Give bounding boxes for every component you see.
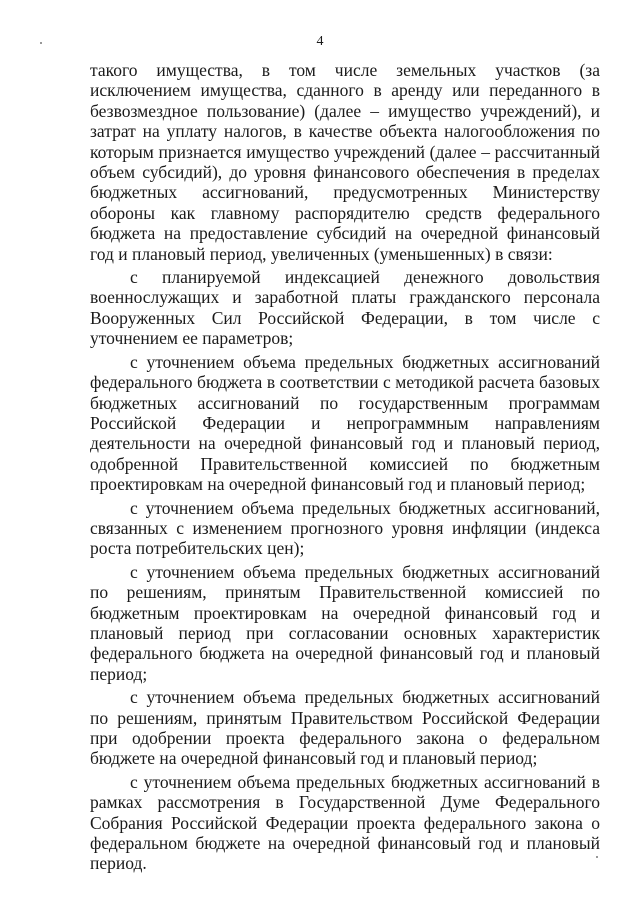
page-number: 4 [316,34,324,49]
scan-speck [596,856,598,858]
document-text [90,60,600,877]
paragraph-commission-decisions: с уточнением объема предельных бюджетных ассигнований по решениям, принятым Правительственной комиссией по бюджетным проектировкам на очередной финансовый год и плановый период при согласовании основных характеристик федерального бюджета на очередной финансовый год и плановый период; [90,561,600,684]
paragraph-indexation: с планируемой индексацией денежного довольствия военнослужащих и заработной платы гражданского персонала Вооруженных Сил Российской Федерации, в том числе с уточнением ее параметров; [90,267,600,349]
paragraph-duma-review: с уточнением объема предельных бюджетных ассигнований в рамках рассмотрения в Государственной Думе Федерального Собрания Российской Федерации проекта федерального закона о федеральном бюджете на очередной финансовый год и плановый период. [90,771,600,874]
paragraph-government-decisions: с уточнением объема предельных бюджетных ассигнований по решениям, принятым Правительством Российской Федерации при одобрении проекта федерального закона о федеральном бюджете на очередной финансовый год и плановый период; [90,687,600,769]
paragraph-methodology: с уточнением объема предельных бюджетных ассигнований федерального бюджета в соответствии с методикой расчета базовых бюджетных ассигнований по государственным программам Российской Федерации и непрограммным направлениям деятельности на очередной финансовый год и плановый период, одобренной Правительственной комиссией по бюджетным проектировкам на очередной финансовый год и плановый период; [90,351,600,495]
scan-speck [40,42,42,44]
paragraph-inflation: с уточнением объема предельных бюджетных ассигнований, связанных с изменением прогнозного уровня инфляции (индекса роста потребительских цен); [90,497,600,559]
paragraph-continuation: такого имущества, в том числе земельных участков (за исключением имущества, сданного в аренду или переданного в безвозмездное пользование) (далее – имущество учреждений), и затрат на уплату налогов, в качестве объекта налогообложения по которым признается имущество учреждений (далее – рассчитанный объем субсидий), до уровня финансового обеспечения в пределах бюджетных ассигнований, предусмотренных Министерству обороны как главному распорядителю средств федерального бюджета на предоставление субсидий на очередной финансовый год и плановый период, увеличенных (уменьшенных) в связи: [90,60,600,264]
